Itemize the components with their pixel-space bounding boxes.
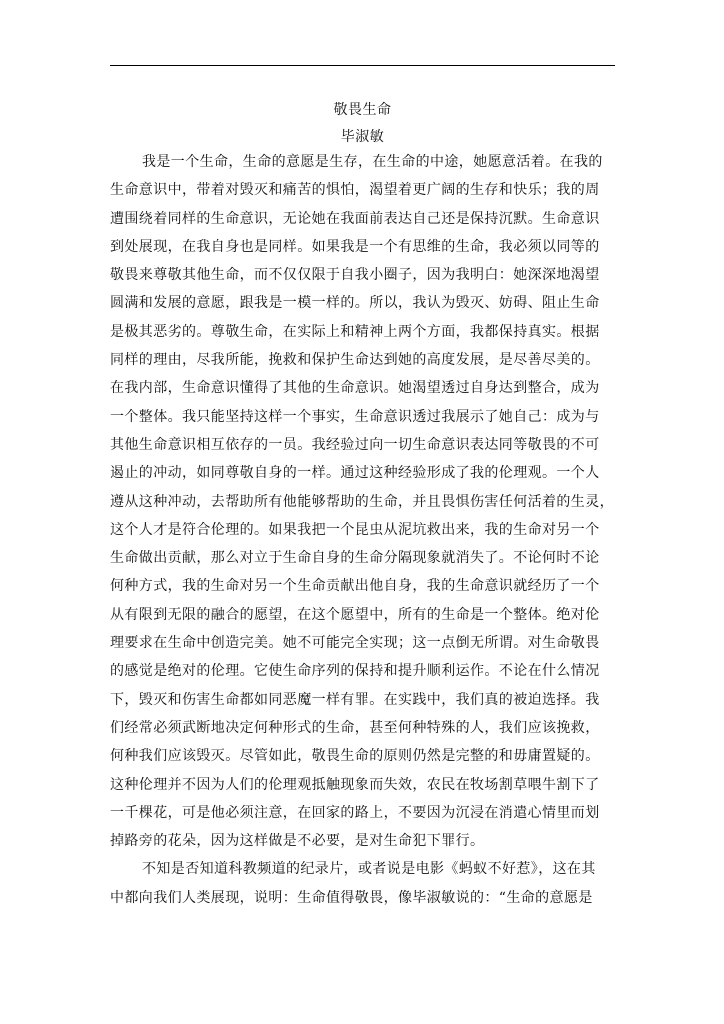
text-line: 掉路旁的花朵，因为这样做是不必要，是对生命犯下罪行。 xyxy=(110,833,485,850)
document-title: 敬畏生命 xyxy=(333,102,392,118)
text-line: 遭围绕着同样的生命意识，无论她在我面前表达自己还是保持沉默。生命意识 xyxy=(110,210,600,227)
text-line: 是极其恶劣的。尊敬生命，在实际上和精神上两个方面，我都保持真实。根据 xyxy=(110,323,600,340)
text-line: 同样的理由，尽我所能，挽救和保护生命达到她的高度发展，是尽善尽美的。 xyxy=(110,352,600,369)
text-line: 这种伦理并不因为人们的伦理观抵触现象而失效，农民在牧场割草喂牛割下了 xyxy=(110,776,600,793)
text-line: 到处展现，在我自身也是同样。如果我是一个有思维的生命，我必须以同等的 xyxy=(110,238,600,255)
text-line: 何种我们应该毁灭。尽管如此，敬畏生命的原则仍然是完整的和毋庸置疑的。 xyxy=(110,748,600,765)
text-line: 一千棵花，可是他必须注意，在回家的路上，不要因为沉浸在消遣心情里而划 xyxy=(110,804,600,821)
text-line: 生命意识中，带着对毁灭和痛苦的惧怕，渴望着更广阔的生存和快乐；我的周 xyxy=(110,182,600,199)
text-line: 遏止的冲动，如同尊敬自身的一样。通过这种经验形成了我的伦理观。一个人 xyxy=(110,465,600,482)
document-author: 毕淑敏 xyxy=(340,129,385,145)
text-line: 下，毁灭和伤害生命都如同恶魔一样有罪。在实践中，我们真的被迫选择。我 xyxy=(110,691,600,708)
text-line: 我是一个生命，生命的意愿是生存，在生命的中途，她愿意活着。在我的 xyxy=(142,154,603,170)
body-text xyxy=(110,148,614,912)
header-rule xyxy=(110,65,615,66)
text-line: 这个人才是符合伦理的。如果我把一个昆虫从泥坑救出来，我的生命对另一个 xyxy=(110,521,600,538)
text-line: 的感觉是绝对的伦理。它使生命序列的保持和提升顺利运作。不论在什么情况 xyxy=(110,663,600,680)
text-line: 圆满和发展的意愿，跟我是一模一样的。所以，我认为毁灭、妨碍、阻止生命 xyxy=(110,295,600,312)
text-line: 不知是否知道科教频道的纪录片，或者说是电影《蚂蚁不好惹》，这在其 xyxy=(142,861,596,878)
text-line: 何种方式，我的生命对另一个生命贡献出他自身，我的生命意识就经历了一个 xyxy=(110,578,600,595)
text-line: 理要求在生命中创造完美。她不可能完全实现；这一点倒无所谓。对生命敬畏 xyxy=(110,635,600,652)
text-line: 生命做出贡献，那么对立于生命自身的生命分隔现象就消失了。不论何时不论 xyxy=(110,550,600,567)
text-line: 在我内部，生命意识懂得了其他的生命意识。她渴望透过自身达到整合，成为 xyxy=(110,380,600,397)
text-line: 中都向我们人类展现，说明：生命值得敬畏，像毕淑敏说的：“生命的意愿是 xyxy=(110,889,593,906)
text-line: 从有限到无限的融合的愿望，在这个愿望中，所有的生命是一个整体。绝对伦 xyxy=(110,606,600,623)
text-line: 其他生命意识相互依存的一员。我经验过向一切生命意识表达同等敬畏的不可 xyxy=(110,436,600,453)
text-line: 一个整体。我只能坚持这样一个事实，生命意识透过我展示了她自己：成为与 xyxy=(110,408,600,425)
text-line: 敬畏来尊敬其他生命，而不仅仅限于自我小圈子，因为我明白：她深深地渴望 xyxy=(110,267,600,284)
text-line: 们经常必须武断地决定何种形式的生命，甚至何种特殊的人，我们应该挽救， xyxy=(110,719,600,736)
text-line: 遵从这种冲动，去帮助所有他能够帮助的生命，并且畏惧伤害任何活着的生灵， xyxy=(110,493,614,510)
